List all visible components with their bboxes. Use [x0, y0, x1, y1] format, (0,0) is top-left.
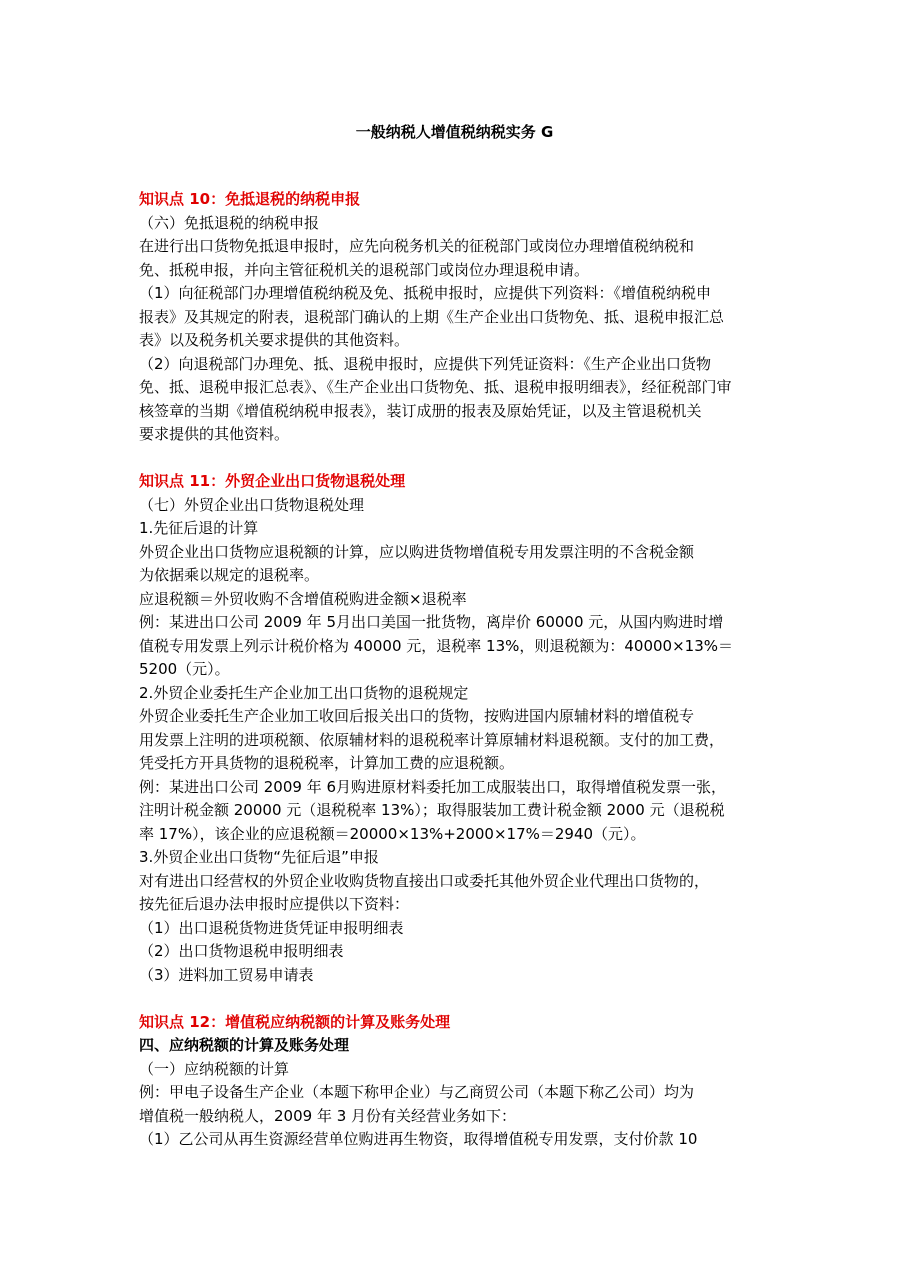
document-body	[139, 188, 779, 1152]
text-line: 要求提供的其他资料。	[139, 425, 290, 443]
section-heading: 知识点 10：免抵退税的纳税申报	[139, 190, 361, 208]
text-line: 按先征后退办法申报时应提供以下资料：	[139, 895, 410, 913]
text-line: （1）向征税部门办理增值税纳税及免、抵税申报时，应提供下列资料：《增值税纳税申	[139, 284, 712, 302]
text-line: 免、抵、退税申报汇总表》、《生产企业出口货物免、抵、退税申报明细表》，经征税部门审	[139, 378, 732, 396]
text-line: 1.先征后退的计算	[139, 519, 259, 537]
blank-line	[139, 447, 779, 471]
text-line: （3）进料加工贸易申请表	[139, 965, 314, 984]
text-line: （七）外贸企业出口货物退税处理	[139, 495, 365, 514]
text-line: 表》以及税务机关要求提供的其他资料。	[139, 331, 410, 349]
text-line: 报表》及其规定的附表，退税部门确认的上期《生产企业出口货物免、抵、退税申报汇总	[139, 307, 725, 326]
text-line: 凭受托方开具货物的退税税率，计算加工费的应退税额。	[139, 754, 515, 772]
text-line: （六）免抵退税的纳税申报	[139, 213, 320, 232]
text-line: （一）应纳税额的计算	[139, 1059, 290, 1078]
text-line: 对有进出口经营权的外贸企业收购货物直接出口或委托其他外贸企业代理出口货物的，	[139, 871, 710, 890]
document-title: 一般纳税人增值税纳税实务 G	[355, 123, 554, 141]
text-line: 例：某进出口公司 2009 年 6月购进原材料委托加工成服装出口，取得增值税发票一张，	[139, 777, 727, 796]
text-line: 外贸企业出口货物应退税额的计算，应以购进货物增值税专用发票注明的不含税金额	[139, 542, 695, 561]
text-line: （1）乙公司从再生资源经营单位购进再生物资，取得增值税专用发票，支付价款 10	[139, 1130, 698, 1148]
text-line: 5200（元）。	[139, 660, 230, 678]
text-line: （2）出口货物退税申报明细表	[139, 942, 344, 960]
text-line: 免、抵税申报，并向主管征税机关的退税部门或岗位办理退税申请。	[139, 260, 590, 279]
text-line: 核签章的当期《增值税纳税申报表》，装订成册的报表及原始凭证，以及主管退税机关	[139, 401, 702, 420]
text-line: 例：甲电子设备生产企业（本题下称甲企业）与乙商贸公司（本题下称乙公司）均为	[139, 1083, 695, 1101]
text-line: 为依据乘以规定的退税率。	[139, 566, 320, 584]
text-line: 率 17%），该企业的应退税额＝20000×13%+2000×17%＝2940（元）。	[139, 824, 646, 843]
text-line: 用发票上注明的进项税额、依原辅材料的退税税率计算原辅材料退税额。支付的加工费，	[139, 730, 725, 749]
text-line: 2.外贸企业委托生产企业加工出口货物的退税规定	[139, 683, 469, 702]
text-line: （2）向退税部门办理免、抵、退税申报时，应提供下列凭证资料：《生产企业出口货物	[139, 354, 712, 373]
text-line: 应退税额＝外贸收购不含增值税购进金额×退税率	[139, 589, 467, 608]
text-line: 外贸企业委托生产企业加工收回后报关出口的货物，按购进国内原辅材料的增值税专	[139, 707, 695, 725]
text-line: 值税专用发票上列示计税价格为 40000 元，退税率 13%，则退税额为：40000×13%＝	[139, 636, 733, 655]
blank-line	[139, 987, 779, 1011]
text-line: 注明计税金额 20000 元（退税税率 13%）；取得服装加工费计税金额 2000 元（退税税	[139, 801, 725, 819]
section-heading: 知识点 12：增值税应纳税额的计算及账务处理	[139, 1012, 451, 1031]
text-line: 例：某进出口公司 2009 年 5月出口美国一批货物，离岸价 60000 元，从国内购进时增	[139, 613, 724, 631]
text-line: 在进行出口货物免抵退申报时，应先向税务机关的征税部门或岗位办理增值税纳税和	[139, 237, 695, 255]
text-line: 3.外贸企业出口货物“先征后退”申报	[139, 848, 379, 866]
text-line: （1）出口退税货物进货凭证申报明细表	[139, 918, 404, 937]
section-heading: 知识点 11：外贸企业出口货物退税处理	[139, 472, 406, 490]
subsection-heading: 四、应纳税额的计算及账务处理	[139, 1036, 350, 1054]
text-line: 增值税一般纳税人，2009 年 3 月份有关经营业务如下：	[139, 1106, 517, 1125]
